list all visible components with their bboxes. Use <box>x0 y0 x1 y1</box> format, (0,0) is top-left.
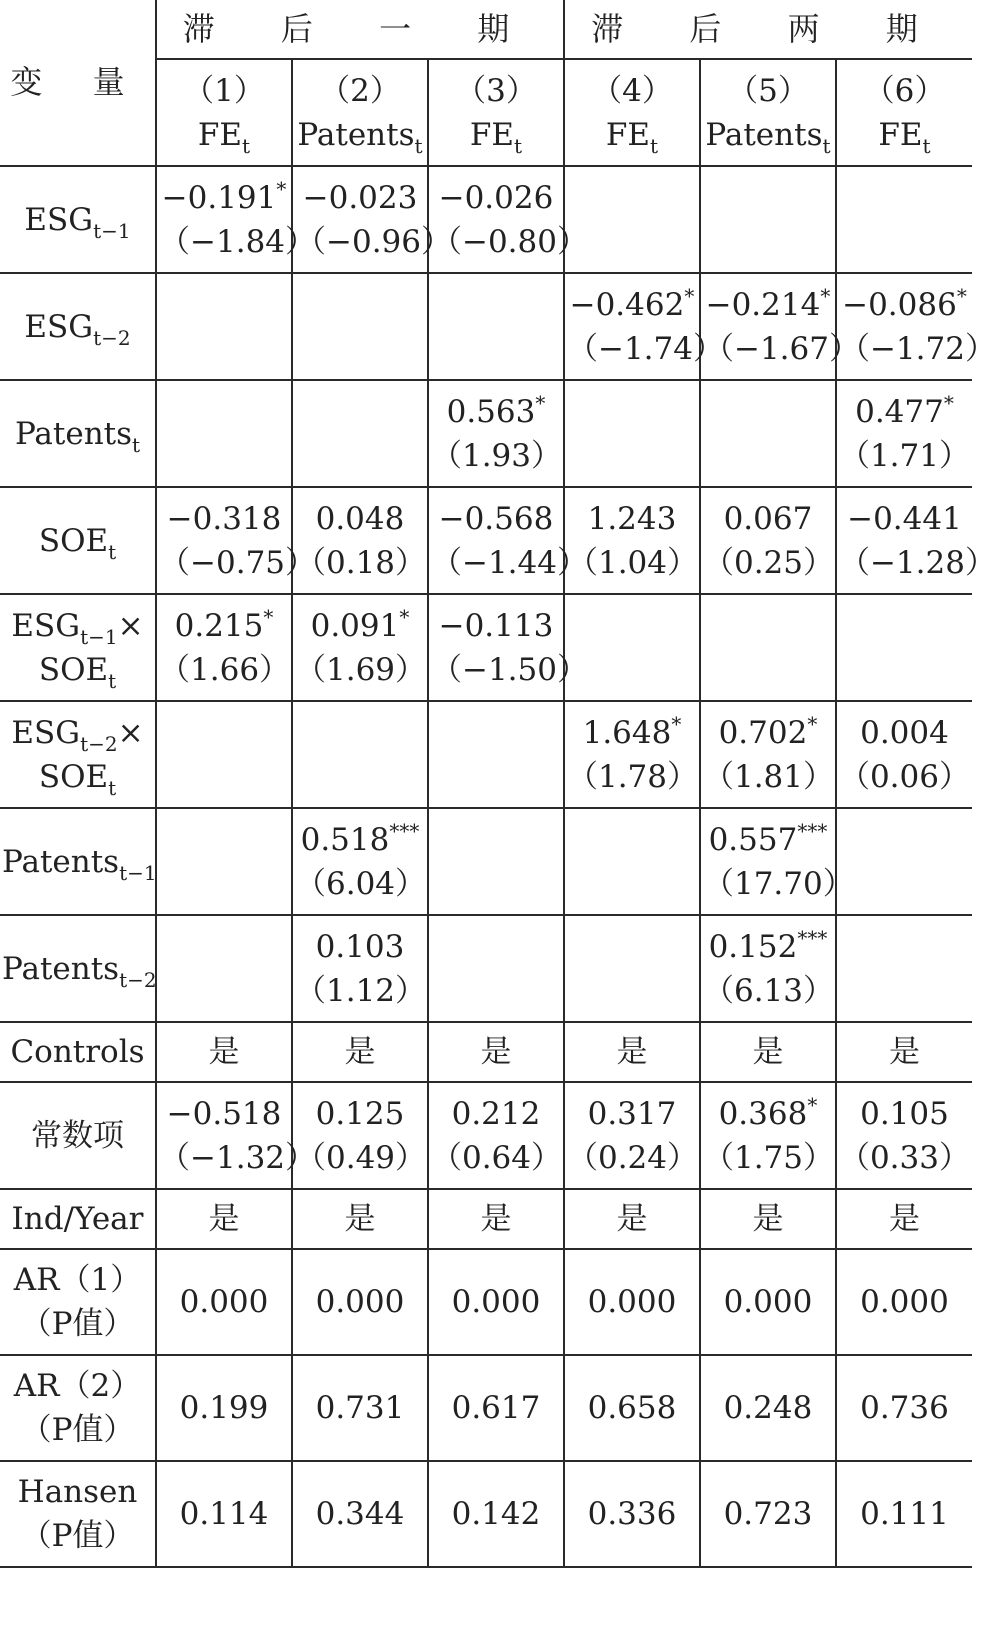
column-number: （1） <box>183 72 265 109</box>
row-label <box>0 380 156 487</box>
test-row <box>0 1249 972 1355</box>
coef-cell <box>428 594 588 701</box>
coefficient-value: −0.318 <box>166 500 282 537</box>
coefficient-value: −0.086 <box>842 286 957 323</box>
column-variable-subscript: t <box>414 133 423 158</box>
coefficient-value: 0.105 <box>860 1095 949 1132</box>
row-label-base: Patents <box>14 415 133 452</box>
coef-cell <box>292 915 428 1022</box>
significance-stars: * <box>399 604 410 629</box>
coef-cell <box>156 915 292 1022</box>
coefficient-value: 0.477 <box>855 393 944 430</box>
indyear-value: 是 <box>564 1189 700 1249</box>
coefficient <box>839 1092 970 1136</box>
column-number: （6） <box>863 72 946 109</box>
t-statistic: （−1.67） <box>702 330 860 367</box>
coef-cell <box>292 166 452 273</box>
column-variable-base: FE <box>197 116 243 153</box>
t-statistic: （−1.74） <box>566 330 724 367</box>
coefficient <box>839 711 970 755</box>
coef-cell <box>292 808 428 915</box>
t-statistic: （1.69） <box>295 651 427 688</box>
coefficient <box>295 176 425 220</box>
coef-cell <box>700 166 836 273</box>
test-label <box>0 1249 156 1355</box>
indyear-value: 是 <box>836 1189 972 1249</box>
coefficient-value: −0.214 <box>705 286 821 323</box>
test-value: 0.142 <box>428 1461 564 1567</box>
significance-stars: *** <box>389 818 420 843</box>
coefficient <box>567 1092 697 1136</box>
coef-cell <box>836 273 996 380</box>
t-statistic: （0.25） <box>702 544 834 581</box>
test-value: 0.336 <box>564 1461 700 1567</box>
significance-stars: * <box>535 390 546 415</box>
column-variable <box>839 113 970 157</box>
coefficient <box>703 818 833 862</box>
coef-cell <box>292 594 428 701</box>
column-variable <box>159 113 289 157</box>
coef-cell <box>836 915 972 1022</box>
row-label <box>0 701 156 808</box>
coefficient <box>567 711 697 755</box>
column-variable-subscript: t <box>650 133 659 158</box>
row-label-line <box>2 711 153 755</box>
indyear-label: Ind/Year <box>0 1189 156 1249</box>
test-label-name: Hansen <box>17 1474 138 1510</box>
t-statistic: （0.06） <box>838 758 970 795</box>
coef-cell <box>700 594 836 701</box>
coefficient <box>159 176 289 220</box>
coef-cell <box>836 701 972 808</box>
coefficient-value: 0.317 <box>587 1095 677 1132</box>
coefficient-value: 0.091 <box>310 607 400 644</box>
group-header-lag1-label: 滞 后 一 期 <box>182 9 538 48</box>
group-header-lag1 <box>156 0 564 59</box>
row-label-subscript: t−2 <box>119 967 157 992</box>
coefficient-value: −0.023 <box>302 179 418 216</box>
coefficient <box>295 818 425 862</box>
coefficient-value: 0.702 <box>718 714 808 751</box>
t-statistic: （1.93） <box>430 437 563 474</box>
test-row <box>0 1461 972 1567</box>
coef-cell <box>156 808 292 915</box>
coefficient <box>839 497 970 541</box>
variable-header <box>0 0 156 166</box>
coefficient-value: −0.026 <box>438 179 554 216</box>
t-statistic: （−1.50） <box>430 651 588 688</box>
coef-cell <box>156 166 317 273</box>
test-label-pvalue: （P值） <box>20 1518 135 1554</box>
coefficient <box>567 283 697 327</box>
coefficient <box>295 925 425 969</box>
test-value: 0.000 <box>292 1249 428 1355</box>
significance-stars: * <box>263 604 274 629</box>
significance-stars: * <box>671 711 682 736</box>
row-label <box>0 594 156 701</box>
row-label-base: SOE <box>38 651 109 688</box>
test-label-pvalue: （P值） <box>20 1412 135 1448</box>
row-label-base: ESG <box>11 714 81 751</box>
column-variable-base: FE <box>878 116 923 153</box>
column-variable <box>567 113 697 157</box>
t-statistic: （0.64） <box>430 1139 563 1176</box>
table-row <box>0 380 972 487</box>
row-label-times: × <box>117 607 144 644</box>
row-label-subscript: t <box>108 775 117 800</box>
row-label-subscript: t−1 <box>119 860 157 885</box>
t-statistic: （0.24） <box>566 1139 699 1176</box>
coef-cell <box>292 380 428 487</box>
test-value: 0.000 <box>564 1249 700 1355</box>
coefficient <box>431 604 561 648</box>
coef-cell <box>428 808 564 915</box>
t-statistic: （−0.96） <box>295 223 452 260</box>
controls-value: 是 <box>564 1022 700 1082</box>
test-value: 0.658 <box>564 1355 700 1461</box>
coef-cell <box>156 487 317 594</box>
column-header-1 <box>156 59 292 166</box>
coef-cell <box>564 380 700 487</box>
coefficient <box>703 283 833 327</box>
t-statistic: （−1.84） <box>159 223 317 260</box>
column-header-2 <box>292 59 428 166</box>
coefficient-value: 0.048 <box>315 500 405 537</box>
coefficient-value: 0.125 <box>315 1095 405 1132</box>
test-label <box>0 1461 156 1567</box>
coef-cell <box>836 487 996 594</box>
row-label-line <box>2 519 153 563</box>
column-header-5 <box>700 59 836 166</box>
coef-cell <box>700 915 836 1022</box>
group-header-lag2 <box>564 0 972 59</box>
constant-row <box>0 1082 972 1189</box>
controls-value: 是 <box>836 1022 972 1082</box>
test-row <box>0 1355 972 1461</box>
coefficient-value: −0.568 <box>438 500 554 537</box>
test-value: 0.248 <box>700 1355 836 1461</box>
t-statistic: （0.49） <box>295 1139 427 1176</box>
row-label-base: Patents <box>2 843 120 880</box>
row-label-base: ESG <box>11 607 81 644</box>
coef-cell <box>156 594 292 701</box>
test-value: 0.199 <box>156 1355 292 1461</box>
coefficient-value: 0.557 <box>708 821 798 858</box>
column-variable-base: FE <box>605 116 651 153</box>
coefficient-value: 0.004 <box>860 714 949 751</box>
t-statistic: （−0.80） <box>430 223 588 260</box>
coef-cell <box>700 273 860 380</box>
coefficient <box>703 497 833 541</box>
coef-cell <box>428 915 564 1022</box>
coefficient-value: −0.113 <box>438 607 554 644</box>
column-variable <box>295 113 425 157</box>
coefficient <box>703 1092 833 1136</box>
column-variable-subscript: t <box>922 133 931 158</box>
coef-cell <box>564 1082 700 1189</box>
coef-cell <box>700 808 854 915</box>
row-label <box>0 273 156 380</box>
column-variable-subscript: t <box>514 133 523 158</box>
test-label <box>0 1355 156 1461</box>
t-statistic: （6.13） <box>702 972 834 1009</box>
test-label-pvalue: （P值） <box>20 1306 135 1342</box>
coefficient-value: 0.368 <box>718 1095 808 1132</box>
table-row <box>0 915 972 1022</box>
column-number: （2） <box>319 72 401 109</box>
coefficient-value: 0.152 <box>708 928 798 965</box>
coef-cell <box>564 487 700 594</box>
row-label-subscript: t <box>132 432 141 457</box>
test-value: 0.736 <box>836 1355 972 1461</box>
coef-cell <box>564 915 700 1022</box>
indyear-value: 是 <box>700 1189 836 1249</box>
row-label-base: SOE <box>38 758 109 795</box>
coefficient-value: 1.648 <box>582 714 672 751</box>
row-label-line <box>2 840 157 885</box>
test-value: 0.111 <box>836 1461 972 1567</box>
row-label <box>0 487 156 594</box>
row-label-base: ESG <box>24 308 94 345</box>
row-label-base: SOE <box>38 522 109 559</box>
t-statistic: （−0.75） <box>159 544 317 581</box>
coef-cell <box>700 1082 836 1189</box>
column-number: （5） <box>727 72 809 109</box>
test-value: 0.114 <box>156 1461 292 1567</box>
coefficient-value: 0.215 <box>174 607 264 644</box>
coefficient <box>159 604 289 648</box>
test-value: 0.000 <box>700 1249 836 1355</box>
test-value: 0.723 <box>700 1461 836 1567</box>
coef-cell <box>836 594 972 701</box>
t-statistic: （6.04） <box>295 865 427 902</box>
row-label-subscript: t−2 <box>93 325 131 350</box>
column-header-6 <box>836 59 972 166</box>
row-label <box>0 166 156 273</box>
coef-cell <box>292 487 428 594</box>
column-variable-subscript: t <box>822 133 831 158</box>
coefficient <box>431 497 561 541</box>
group-header-lag2-label: 滞 后 两 期 <box>591 9 946 48</box>
coefficient-value: −0.518 <box>166 1095 282 1132</box>
coef-cell <box>700 380 836 487</box>
indyear-value: 是 <box>292 1189 428 1249</box>
column-variable-base: Patents <box>705 116 823 153</box>
t-statistic: （1.66） <box>159 651 291 688</box>
test-label-name: AR（2） <box>13 1368 142 1404</box>
constant-label: 常数项 <box>0 1082 156 1189</box>
coef-cell <box>156 701 292 808</box>
controls-value: 是 <box>292 1022 428 1082</box>
coefficient-value: 0.103 <box>315 928 405 965</box>
column-header-3 <box>428 59 564 166</box>
coef-cell <box>428 487 588 594</box>
t-statistic: （1.75） <box>702 1139 834 1176</box>
coefficient-value: 0.212 <box>451 1095 541 1132</box>
controls-value: 是 <box>156 1022 292 1082</box>
table-row <box>0 701 972 808</box>
column-number: （4） <box>591 72 673 109</box>
coef-cell <box>156 1082 317 1189</box>
coef-cell <box>836 1082 972 1189</box>
column-variable-base: FE <box>469 116 515 153</box>
t-statistic: （0.18） <box>295 544 427 581</box>
row-label-base: ESG <box>24 201 94 238</box>
coef-cell <box>292 701 428 808</box>
column-variable-base: Patents <box>297 116 415 153</box>
coefficient <box>431 390 561 434</box>
t-statistic: （0.33） <box>838 1139 970 1176</box>
coef-cell <box>292 1082 428 1189</box>
controls-value: 是 <box>700 1022 836 1082</box>
coefficient <box>431 1092 561 1136</box>
coef-cell <box>428 273 564 380</box>
t-statistic: （1.71） <box>838 437 970 474</box>
coefficient <box>295 604 425 648</box>
controls-row <box>0 1022 972 1082</box>
coefficient <box>295 497 425 541</box>
coefficient-value: 0.067 <box>723 500 813 537</box>
coefficient <box>839 283 970 327</box>
table-row <box>0 594 972 701</box>
coef-cell <box>156 273 292 380</box>
row-label-subscript: t <box>108 668 117 693</box>
test-value: 0.000 <box>428 1249 564 1355</box>
t-statistic: （1.81） <box>702 758 834 795</box>
row-label <box>0 915 156 1022</box>
coefficient-value: −0.462 <box>569 286 685 323</box>
t-statistic: （−1.44） <box>430 544 588 581</box>
coefficient <box>567 497 697 541</box>
coef-cell <box>836 808 972 915</box>
controls-value: 是 <box>428 1022 564 1082</box>
significance-stars: * <box>820 283 831 308</box>
coef-cell <box>428 380 564 487</box>
t-statistic: （−1.72） <box>838 330 996 367</box>
indyear-value: 是 <box>156 1189 292 1249</box>
coef-cell <box>836 380 972 487</box>
table-row <box>0 166 972 273</box>
test-value: 0.617 <box>428 1355 564 1461</box>
coef-cell <box>428 701 564 808</box>
row-label-line <box>2 755 153 799</box>
row-label-line <box>2 305 153 349</box>
indyear-row <box>0 1189 972 1249</box>
coefficient <box>159 497 289 541</box>
row-label-line <box>2 648 153 692</box>
indyear-value: 是 <box>428 1189 564 1249</box>
row-label <box>0 808 156 915</box>
coefficient <box>703 711 833 755</box>
row-label-subscript: t <box>108 539 117 564</box>
coef-cell <box>700 701 836 808</box>
coef-cell <box>428 166 588 273</box>
coefficient <box>159 1092 289 1136</box>
significance-stars: * <box>684 283 695 308</box>
significance-stars: * <box>807 1092 818 1117</box>
table-row <box>0 273 972 380</box>
t-statistic: （17.70） <box>702 865 854 902</box>
coef-cell <box>156 380 292 487</box>
column-header-4 <box>564 59 700 166</box>
table-row <box>0 487 972 594</box>
significance-stars: * <box>807 711 818 736</box>
t-statistic: （1.04） <box>566 544 699 581</box>
column-variable-subscript: t <box>242 133 251 158</box>
table-row <box>0 808 972 915</box>
row-label-line <box>2 604 153 648</box>
coef-cell <box>292 273 428 380</box>
coef-cell <box>836 166 972 273</box>
t-statistic: （−1.32） <box>159 1139 317 1176</box>
column-variable <box>703 113 833 157</box>
column-variable <box>431 113 561 157</box>
coef-cell <box>564 273 724 380</box>
coefficient-value: −0.441 <box>847 500 962 537</box>
test-value: 0.000 <box>836 1249 972 1355</box>
column-number: （3） <box>455 72 537 109</box>
coef-cell <box>428 1082 564 1189</box>
coefficient <box>295 1092 425 1136</box>
test-value: 0.344 <box>292 1461 428 1567</box>
row-label-subscript: t−2 <box>80 731 118 756</box>
variable-header-label: 变 量 <box>10 63 145 101</box>
coef-cell <box>564 701 700 808</box>
coefficient-value: 0.518 <box>300 821 390 858</box>
row-label-line <box>2 947 157 992</box>
significance-stars: * <box>276 176 287 201</box>
coefficient <box>703 925 833 969</box>
row-label-subscript: t−1 <box>93 218 131 243</box>
test-value: 0.000 <box>156 1249 292 1355</box>
row-label-line <box>2 198 153 242</box>
coefficient-value: 0.563 <box>446 393 536 430</box>
row-label-line <box>2 412 153 456</box>
coef-cell <box>700 487 836 594</box>
significance-stars: * <box>956 283 967 308</box>
significance-stars: *** <box>797 818 828 843</box>
significance-stars: *** <box>797 925 828 950</box>
row-label-subscript: t−1 <box>80 624 118 649</box>
row-label-base: Patents <box>2 950 120 987</box>
coefficient <box>431 176 561 220</box>
coef-cell <box>564 808 700 915</box>
coefficient-value: −0.191 <box>161 179 277 216</box>
coefficient <box>839 390 970 434</box>
t-statistic: （1.78） <box>566 758 699 795</box>
significance-stars: * <box>943 390 954 415</box>
test-value: 0.731 <box>292 1355 428 1461</box>
coefficient-value: 1.243 <box>587 500 677 537</box>
row-label-times: × <box>117 714 144 751</box>
t-statistic: （−1.28） <box>838 544 996 581</box>
test-label-name: AR（1） <box>13 1262 142 1298</box>
t-statistic: （1.12） <box>295 972 427 1009</box>
controls-label: Controls <box>0 1022 156 1082</box>
